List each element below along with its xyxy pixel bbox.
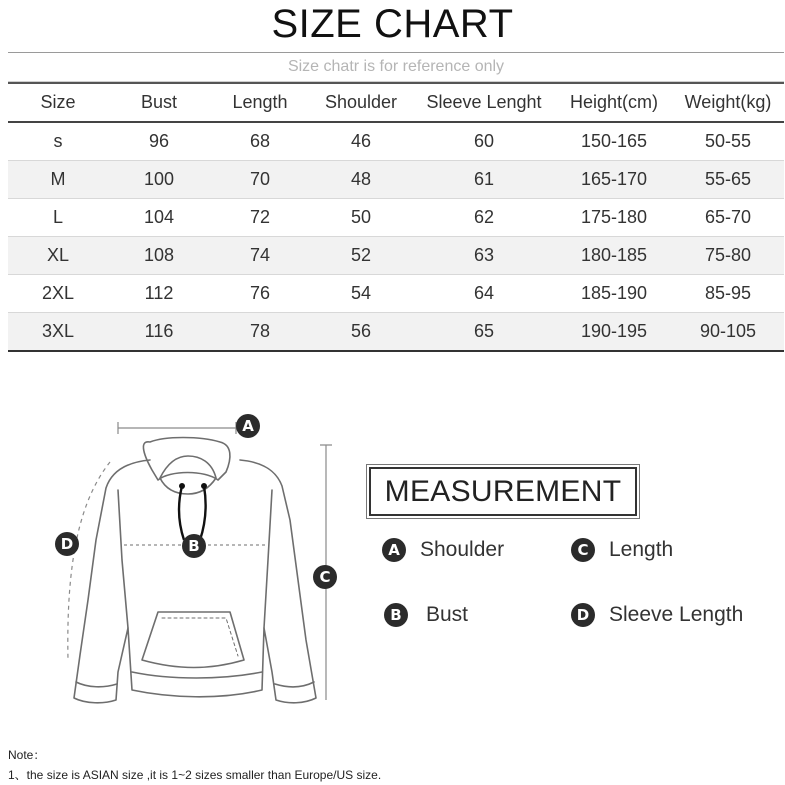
cell-shoulder: 54 [310,275,412,313]
cell-bust: 100 [108,161,210,199]
cell-weight: 65-70 [672,199,784,237]
marker-d: D [60,535,74,553]
cell-size: XL [8,237,108,275]
cell-size: M [8,161,108,199]
marker-a: A [242,417,254,435]
cell-sleeve: 65 [412,313,556,352]
cell-weight: 85-95 [672,275,784,313]
table-row [8,237,784,275]
hood-outline [143,438,230,481]
cell-length: 68 [210,122,310,161]
right-drawstring [200,486,206,540]
legend-label-shoulder: Shoulder [420,538,505,561]
cell-bust: 108 [108,237,210,275]
left-eyelet [179,483,185,489]
cell-length: 76 [210,275,310,313]
cell-length: 74 [210,237,310,275]
right-cuff [275,682,314,687]
marker-c: C [319,568,331,586]
cell-sleeve: 62 [412,199,556,237]
page-title: SIZE CHART [271,2,514,46]
cell-height: 165-170 [556,161,672,199]
note-heading: Note： [8,748,46,762]
header-height: Height(cm) [556,83,672,122]
measurement-title: MEASUREMENT [369,467,637,516]
waistband [132,672,262,678]
cell-weight: 90-105 [672,313,784,352]
table-row [8,122,784,161]
legend-sleeve-length [571,603,743,627]
cell-shoulder: 48 [310,161,412,199]
left-sleeve-seam [118,490,128,628]
cell-bust: 116 [108,313,210,352]
cell-sleeve: 60 [412,122,556,161]
cell-weight: 55-65 [672,161,784,199]
cell-height: 150-165 [556,122,672,161]
header-length: Length [210,83,310,122]
legend-length [571,538,673,562]
header-weight: Weight(kg) [672,83,784,122]
cell-weight: 50-55 [672,122,784,161]
header-shoulder: Shoulder [310,83,412,122]
shoulder-guide [118,422,236,434]
table-row [8,313,784,352]
cell-shoulder: 52 [310,237,412,275]
legend-bullet-d: D [571,603,595,627]
pocket-stitch [162,618,238,656]
cell-bust: 112 [108,275,210,313]
cell-bust: 96 [108,122,210,161]
cell-height: 185-190 [556,275,672,313]
marker-b: B [188,537,200,555]
hoodie-diagram [0,395,360,725]
note-section [8,745,381,785]
cell-height: 180-185 [556,237,672,275]
cell-size: L [8,199,108,237]
kangaroo-pocket [142,612,244,668]
cell-shoulder: 50 [310,199,412,237]
sleeve-guide [68,462,110,660]
legend-shoulder [382,538,504,562]
hoodie-body [74,460,316,703]
cell-height: 190-195 [556,313,672,352]
cell-size: 2XL [8,275,108,313]
right-sleeve-seam [264,490,272,628]
subtitle-bar [8,52,784,82]
header-bust: Bust [108,83,210,122]
cell-size: 3XL [8,313,108,352]
cell-length: 78 [210,313,310,352]
cell-weight: 75-80 [672,237,784,275]
table-row [8,275,784,313]
legend-label-bust: Bust [426,603,469,626]
legend-bullet-c: C [571,538,595,562]
cell-length: 72 [210,199,310,237]
size-table [8,82,784,352]
cell-height: 175-180 [556,199,672,237]
cell-sleeve: 61 [412,161,556,199]
cell-length: 70 [210,161,310,199]
cell-bust: 104 [108,199,210,237]
cell-sleeve: 64 [412,275,556,313]
cell-shoulder: 46 [310,122,412,161]
note-text: 1、the size is ASIAN size ,it is 1~2 sizes smaller than Europe/US size. [8,768,382,782]
table-row [8,161,784,199]
subtitle: Size chatr is for reference only [287,58,505,75]
legend-bullet-a: A [382,538,406,562]
left-cuff [76,682,117,687]
legend-bullet-b: B [384,603,408,627]
table-row [8,199,784,237]
legend-bust [384,603,468,627]
legend-label-sleeve-length: Sleeve Length [609,603,744,626]
header-sleeve: Sleeve Lenght [412,83,556,122]
cell-shoulder: 56 [310,313,412,352]
cell-size: s [8,122,108,161]
cell-sleeve: 63 [412,237,556,275]
header-size: Size [8,83,108,122]
legend-label-length: Length [609,538,674,561]
right-eyelet [201,483,207,489]
table-header-row [8,83,784,122]
